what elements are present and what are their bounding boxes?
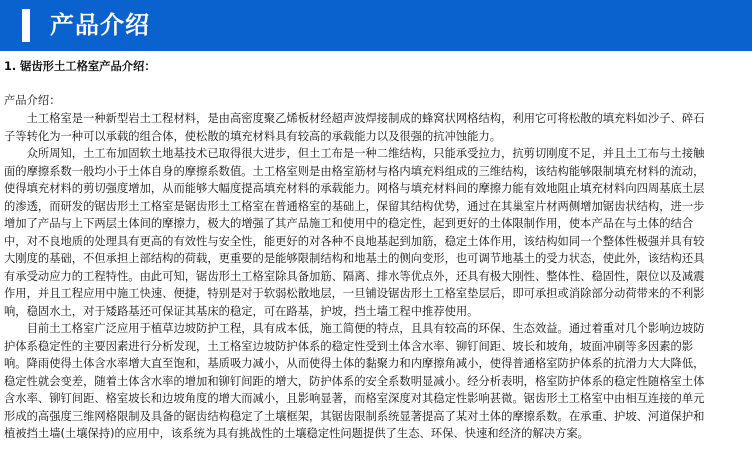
- body-line: 有承受动应力的工程特性。由此可知，锯齿形土工格室除具备加筋、隔离、排水等优点外，还具有极大刚性、整体性、稳固性，限位以及减震: [4, 269, 705, 283]
- page-title: 产品介绍: [50, 11, 150, 39]
- body-line: 形成的高强度三维网格限制及具备的锯齿结构稳定了土壤框架，其锯齿限制系统显著提高了某对土体的摩擦系数。在承重、护坡、河道保护和: [4, 409, 705, 423]
- body-line: 中，对不良地质的处理具有更高的有效性与安全性，能更好的对各种不良地基起到加筋，稳定土体作用，该结构如同一个整体性极强并具有较: [4, 234, 705, 248]
- body-line: 含水率、铆钉间距、格室坡长和边坡角度的增大而减小，且影响显著，而格室深度对其稳定性影响甚微。锯齿形土工格室中由相互连接的单元: [4, 392, 705, 405]
- body-line: 的渗透，而研发的锯齿形土工格室是锯齿形土工格室在普通格室的基础上，保留其结构优势，通过在其巢室片材两侧增加锯齿状结构，进一步: [4, 199, 705, 213]
- body-line: 护体系稳定性的主要因素进行分析发现，土工格室边坡防护体系的稳定性受到土体含水率、铆钉间距、坡长和坡角，坡面冲刷等多因素的影: [4, 339, 694, 353]
- body-line: 子等转化为一种可以承载的组合体，使松散的填充材料具有较高的承载能力以及很强的抗冲蚀能力。: [4, 129, 502, 143]
- intro-label: 产品介绍：: [4, 94, 61, 107]
- body-line: 稳定性就会变差，随着土体含水率的增加和铆钉间距的增大，防护体系的安全系数明显减小。经分析表明，格室防护体系的稳定性随格室土体: [4, 374, 705, 388]
- section-heading: 1. 锯齿形土工格室产品介绍：: [4, 60, 156, 73]
- body-line: 增加了产品与上下两层土体间的摩擦力，极大的增强了其产品施工和使用中的稳定性，起到更好的土体限制作用，使本产品在与土体的结合: [4, 217, 694, 230]
- body-line: 面的摩擦系数一般均小于土体自身的摩擦系数值。土工格室则是由格室筋材与格内填充料组成的三维结构，该结构能够限制填充材料的流动，: [4, 164, 705, 178]
- header-band: [0, 0, 752, 51]
- body-line: 众所周知，土工布加固软土地基技术已取得很大进步，但土工布是一种二维结构，只能承受拉力，抗剪切刚度不足，并且土工布与土接触: [4, 147, 705, 160]
- body-line: 响。降雨使得土体含水率增大直至饱和，基质吸力减小，从而使得土体的黏聚力和内摩擦角减小，使得普通格室防护体系的抗滑力大大降低，: [4, 357, 705, 370]
- body-line: 土工格室是一种新型岩土工程材料，是由高密度聚乙烯板材经超声波焊接制成的蜂窝状网格结构，利用它可将松散的填充料如沙子、碎石: [4, 112, 705, 125]
- body-line: 大刚度的基础，不但承担上部结构的荷载，更重要的是能够限制结构和地基土的侧向变形，也可调节地基土的受力状态，使此外，该结构还具: [4, 252, 705, 265]
- body-line: 植被挡土墙(土壤保持)的应用中，该系统为具有挑战性的土壤稳定性问题提供了生态、环保、快速和经济的解决方案。: [4, 427, 589, 440]
- body-line: 响，稳固水土，对于矮路基还可保证其基床的稳定，可在路基，护坡，挡土墙工程中推荐使用。: [4, 304, 479, 318]
- body-line: 目前土工格室广泛应用于植草边坡防护工程，具有成本低，施工简便的特点，且具有较高的环保、生态效益。通过着重对几个影响边坡防: [4, 322, 705, 335]
- body-line: 作用，并且工程应用中施工快速、便捷，特别是对于软弱松散地层，一旦铺设锯齿形土工格室垫层后，即可承担或消除部分动荷带来的不利影: [4, 287, 705, 300]
- body-line: 使得填充材料的剪切强度增加，从而能够大幅度提高填充材料的承载能力。网格与填充材料间的摩擦力能有效地阻止填充材料向四周基底土层: [4, 182, 705, 195]
- header-marker: [22, 9, 30, 42]
